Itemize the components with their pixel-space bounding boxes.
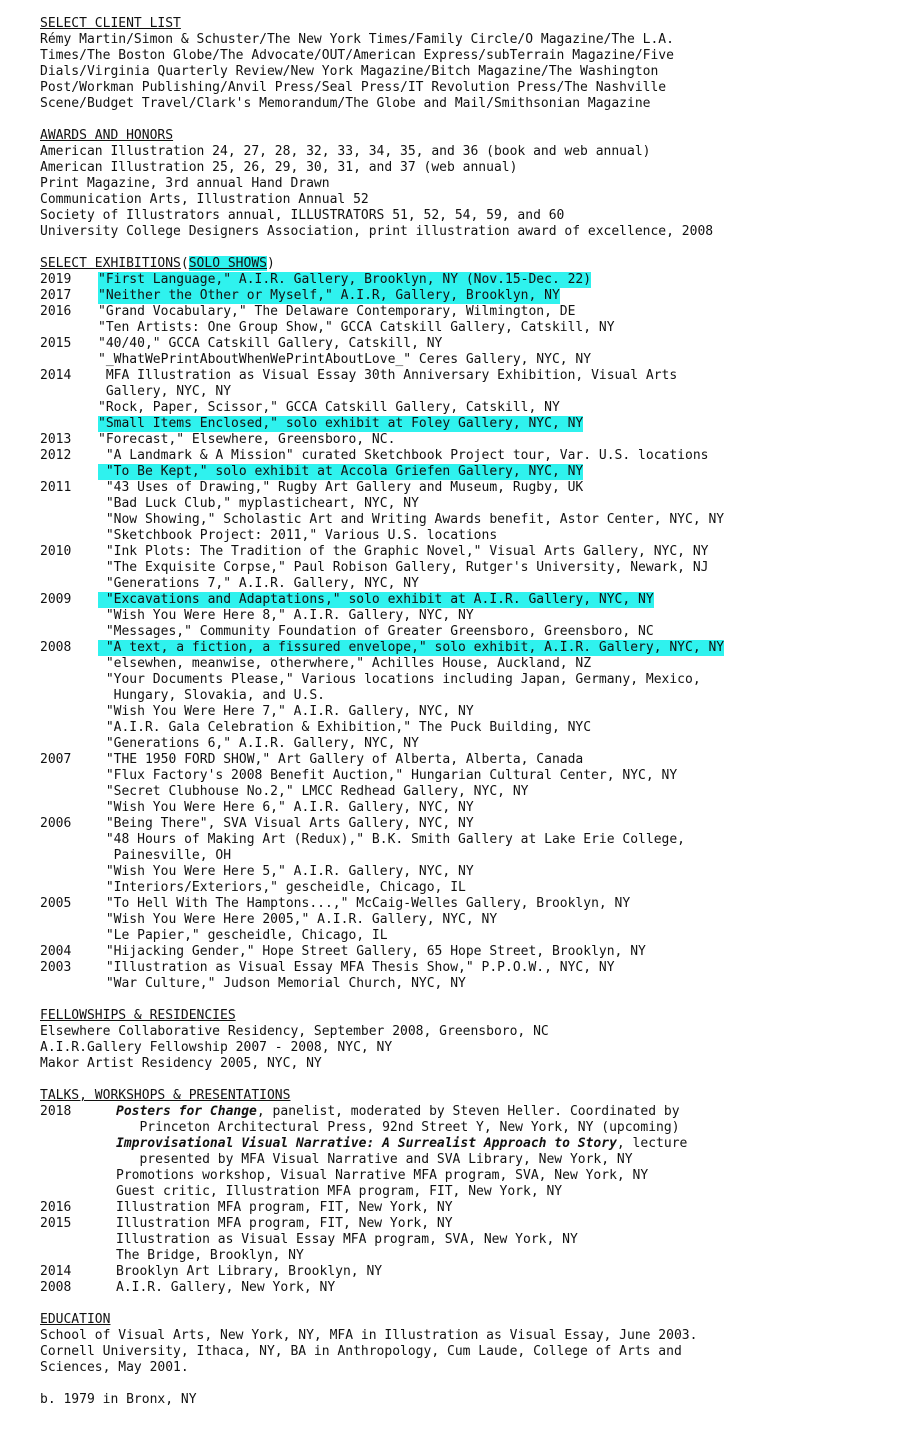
exhibition-entry: "To Hell With The Hamptons...," McCaig-Welles Gallery, Brooklyn, NY [98,896,631,911]
fellowships-line: Makor Artist Residency 2005, NYC, NY [40,1056,322,1071]
exhibition-year [40,352,98,368]
exhibition-year: 2012 [40,448,72,463]
talk-entry [116,1104,680,1120]
exhibition-entry: "Wish You Were Here 2005," A.I.R. Gallery, NYC, NY [98,912,498,927]
fellowships-line: A.I.R.Gallery Fellowship 2007 - 2008, NYC, NY [40,1040,393,1055]
exhibition-year: 2017 [40,288,72,303]
exhibition-year: 2013 [40,432,72,447]
exhibition-year [40,624,98,640]
talk-year [40,1168,116,1184]
exhibition-year [40,736,98,752]
exhibition-entry: "Illustration as Visual Essay MFA Thesis Show," P.P.O.W., NYC, NY [98,960,615,975]
exhibition-entry: "Sketchbook Project: 2011," Various U.S. locations [98,528,498,543]
exhibition-row [40,800,860,816]
exhibition-entry: "Ten Artists: One Group Show," GCCA Catskill Gallery, Catskill, NY [98,320,615,335]
exhibition-row [40,384,860,400]
talks-list [40,1104,860,1296]
exhibition-year [40,528,98,544]
exhibition-row [40,512,860,528]
exhibition-entry: "40/40," GCCA Catskill Gallery, Catskill, NY [98,336,443,351]
exhibition-year [40,928,98,944]
exhibition-row [40,544,860,560]
solo-exhibition-entry: "Neither the Other or Myself," A.I.R, Gallery, Brooklyn, NY [98,288,560,303]
exhibition-entry: "Generations 7," A.I.R. Gallery, NYC, NY [98,576,419,591]
education-line: School of Visual Arts, New York, NY, MFA in Illustration as Visual Essay, June 2003. [40,1328,698,1343]
talk-year [40,1248,116,1264]
talk-year: 2014 [40,1264,72,1279]
exhibition-year [40,784,98,800]
talk-entry [116,1232,578,1248]
exhibition-year [40,720,98,736]
exhibition-row [40,752,860,768]
exhibition-year [40,864,98,880]
exhibition-year: 2010 [40,544,72,559]
solo-exhibition-entry: "A text, a fiction, a fissured envelope," solo exhibit, A.I.R. Gallery, NYC, NY [98,640,725,655]
talk-year [40,1184,116,1200]
talk-entry [116,1248,304,1264]
talk-year [40,1232,116,1248]
exhibition-entry: "Being There", SVA Visual Arts Gallery, NYC, NY [98,816,474,831]
exhibition-row [40,320,860,336]
talk-year: 2018 [40,1104,72,1119]
talk-year: 2008 [40,1280,72,1295]
fellowships-heading: FELLOWSHIPS & RESIDENCIES [40,1008,236,1023]
exhibition-row [40,480,860,496]
exhibition-year [40,832,98,848]
exhibition-year: 2015 [40,336,72,351]
awards-heading: AWARDS AND HONORS [40,128,174,143]
exhibition-row [40,288,860,304]
talk-text: The Bridge, Brooklyn, NY [116,1248,304,1263]
exhibition-entry: "Rock, Paper, Scissor," GCCA Catskill Gallery, Catskill, NY [98,400,560,415]
exhibition-year: 2003 [40,960,72,975]
exhibition-entry: "A Landmark & A Mission" curated Sketchbook Project tour, Var. U.S. locations [98,448,709,463]
exhibition-year [40,656,98,672]
talk-title: Improvisational Visual Narrative: A Surrealist Approach to Story [116,1136,617,1151]
clients-line: Post/Workman Publishing/Anvil Press/Seal Press/IT Revolution Press/The Nashville [40,80,667,95]
awards-line: Communication Arts, Illustration Annual 52 [40,192,369,207]
education-line: Cornell University, Ithaca, NY, BA in Anthropology, Cum Laude, College of Arts and [40,1344,682,1359]
exhibition-entry: "Messages," Community Foundation of Greater Greensboro, Greensboro, NC [98,624,654,639]
exhibition-entry: "Le Papier," gescheidle, Chicago, IL [98,928,388,943]
talk-text: Princeton Architectural Press, 92nd Street Y, New York, NY (upcoming) [116,1120,680,1135]
talk-year [40,1136,116,1152]
exhibition-row [40,944,860,960]
exhibition-entry: "Your Documents Please," Various locations including Japan, Germany, Mexico, [98,672,701,687]
exhibition-entry: "Wish You Were Here 5," A.I.R. Gallery, NYC, NY [98,864,474,879]
exhibition-year: 2016 [40,304,72,319]
exhibition-row [40,656,860,672]
exhibitions-heading-line [40,256,860,272]
exhibition-row [40,704,860,720]
awards-list [40,144,860,240]
talk-year [40,1152,116,1168]
solo-exhibition-entry: "First Language," A.I.R. Gallery, Brooklyn, NY (Nov.15-Dec. 22) [98,272,592,287]
exhibition-year [40,400,98,416]
talk-entry [116,1264,382,1280]
exhibition-year: 2004 [40,944,72,959]
exhibition-entry: "War Culture," Judson Memorial Church, NYC, NY [98,976,466,991]
exhibition-row [40,816,860,832]
talk-row [40,1248,860,1264]
birth-line: b. 1979 in Bronx, NY [40,1392,197,1407]
talk-entry [116,1184,562,1200]
exhibition-year: 2008 [40,640,72,655]
exhibition-entry: "Wish You Were Here 6," A.I.R. Gallery, NYC, NY [98,800,474,815]
exhibition-row [40,432,860,448]
exhibition-row [40,928,860,944]
exhibition-year [40,688,98,704]
talk-row [40,1184,860,1200]
solo-exhibition-entry: "Small Items Enclosed," solo exhibit at Foley Gallery, NYC, NY [98,416,584,431]
talk-text: Brooklyn Art Library, Brooklyn, NY [116,1264,383,1279]
talk-text: , lecture [616,1136,688,1151]
talk-year: 2015 [40,1216,72,1231]
exhibition-entry: "Secret Clubhouse No.2," LMCC Redhead Gallery, NYC, NY [98,784,529,799]
exhibition-year [40,496,98,512]
exhibition-year [40,848,98,864]
education-list [40,1328,860,1376]
exhibition-entry: Painesville, OH [98,848,232,863]
talk-text: presented by MFA Visual Narrative and SVA Library, New York, NY [116,1152,633,1167]
talks-section [40,1088,860,1296]
exhibition-row [40,592,860,608]
talk-entry [116,1280,335,1296]
clients-line: Times/The Boston Globe/The Advocate/OUT/American Express/subTerrain Magazine/Five [40,48,674,63]
exhibition-row [40,640,860,656]
talk-row [40,1152,860,1168]
solo-exhibition-entry: "Excavations and Adaptations," solo exhibit at A.I.R. Gallery, NYC, NY [98,592,654,607]
solo-exhibition-entry: "To Be Kept," solo exhibit at Accola Griefen Gallery, NYC, NY [98,464,584,479]
talk-row [40,1136,860,1152]
exhibition-row [40,784,860,800]
exhibition-entry: "Flux Factory's 2008 Benefit Auction," Hungarian Cultural Center, NYC, NY [98,768,678,783]
exhibition-entry: "elsewhen, meanwise, otherwhere," Achilles House, Auckland, NZ [98,656,592,671]
talk-text: A.I.R. Gallery, New York, NY [116,1280,336,1295]
exhibition-entry: "Hijacking Gender," Hope Street Gallery, 65 Hope Street, Brooklyn, NY [98,944,646,959]
talk-row [40,1264,860,1280]
exhibition-entry: "The Exquisite Corpse," Paul Robison Gallery, Rutger's University, Newark, NJ [98,560,709,575]
awards-line: University College Designers Association, print illustration award of excellence, 2008 [40,224,714,239]
talk-text: Promotions workshop, Visual Narrative MFA program, SVA, New York, NY [116,1168,649,1183]
clients-list [40,32,860,112]
exhibition-row [40,896,860,912]
exhibition-entry: "48 Hours of Making Art (Redux)," B.K. Smith Gallery at Lake Erie College, [98,832,685,847]
exhibition-row [40,496,860,512]
talk-entry [116,1200,453,1216]
fellowships-section [40,1008,860,1072]
exhibition-year: 2007 [40,752,72,767]
talk-entry [116,1216,453,1232]
education-heading: EDUCATION [40,1312,111,1327]
exhibition-row [40,960,860,976]
exhibition-year: 2005 [40,896,72,911]
talks-heading: TALKS, WORKSHOPS & PRESENTATIONS [40,1088,291,1103]
exhibition-row [40,304,860,320]
exhibition-year: 2019 [40,272,72,287]
exhibition-row [40,688,860,704]
paren-close: ) [267,256,275,271]
talk-year: 2016 [40,1200,72,1215]
exhibition-row [40,272,860,288]
exhibition-row [40,416,860,432]
exhibition-entry: "Ink Plots: The Tradition of the Graphic Novel," Visual Arts Gallery, NYC, NY [98,544,709,559]
talk-entry [116,1168,648,1184]
exhibition-year [40,800,98,816]
exhibition-year [40,576,98,592]
paren-open: ( [180,256,189,271]
exhibition-entry: "Wish You Were Here 8," A.I.R. Gallery, NYC, NY [98,608,474,623]
awards-section [40,128,860,240]
clients-line: Rémy Martin/Simon & Schuster/The New York Times/Family Circle/O Magazine/The L.A. [40,32,674,47]
exhibition-year [40,464,98,480]
exhibition-row [40,608,860,624]
talk-text: , panelist, moderated by Steven Heller. Coordinated by [256,1104,680,1119]
exhibition-year [40,704,98,720]
exhibition-row [40,336,860,352]
exhibition-row [40,976,860,992]
exhibition-row [40,576,860,592]
exhibition-row [40,848,860,864]
exhibition-entry: "43 Uses of Drawing," Rugby Art Gallery and Museum, Rugby, UK [98,480,584,495]
exhibition-entry: "Grand Vocabulary," The Delaware Contemporary, Wilmington, DE [98,304,576,319]
exhibition-entry: "Wish You Were Here 7," A.I.R. Gallery, NYC, NY [98,704,474,719]
exhibition-entry: "THE 1950 FORD SHOW," Art Gallery of Alberta, Alberta, Canada [98,752,584,767]
exhibition-entry: "Bad Luck Club," myplasticheart, NYC, NY [98,496,419,511]
awards-line: Print Magazine, 3rd annual Hand Drawn [40,176,330,191]
talk-row [40,1104,860,1120]
talk-entry [116,1136,687,1152]
exhibitions-heading: SELECT EXHIBITIONS [40,256,181,271]
talk-row [40,1280,860,1296]
birth-section [40,1392,860,1408]
exhibition-year [40,320,98,336]
exhibition-entry: Gallery, NYC, NY [98,384,232,399]
exhibition-year [40,768,98,784]
talk-title: Posters for Change [116,1104,257,1119]
fellowships-line: Elsewhere Collaborative Residency, September 2008, Greensboro, NC [40,1024,549,1039]
exhibition-entry: MFA Illustration as Visual Essay 30th Anniversary Exhibition, Visual Arts [98,368,678,383]
talk-row [40,1120,860,1136]
exhibition-year [40,608,98,624]
exhibition-year: 2011 [40,480,72,495]
education-line: Sciences, May 2001. [40,1360,189,1375]
exhibition-row [40,448,860,464]
exhibition-entry: "Now Showing," Scholastic Art and Writing Awards benefit, Astor Center, NYC, NY [98,512,725,527]
exhibition-year [40,912,98,928]
exhibition-year [40,560,98,576]
exhibition-entry: Hungary, Slovakia, and U.S. [98,688,325,703]
exhibition-row [40,352,860,368]
exhibition-row [40,880,860,896]
exhibition-year [40,416,98,432]
exhibition-row [40,624,860,640]
exhibitions-section [40,256,860,992]
exhibition-year: 2006 [40,816,72,831]
clients-heading: SELECT CLIENT LIST [40,16,181,31]
awards-line: Society of Illustrators annual, ILLUSTRATORS 51, 52, 54, 59, and 60 [40,208,565,223]
exhibition-row [40,560,860,576]
exhibition-entry: "Interiors/Exteriors," gescheidle, Chicago, IL [98,880,466,895]
exhibition-row [40,464,860,480]
exhibition-year [40,976,98,992]
fellowships-list [40,1024,860,1072]
exhibition-row [40,368,860,384]
exhibition-row [40,832,860,848]
exhibition-row [40,400,860,416]
exhibition-entry: "Forecast," Elsewhere, Greensboro, NC. [98,432,396,447]
talk-row [40,1232,860,1248]
talk-text: Guest critic, Illustration MFA program, FIT, New York, NY [116,1184,563,1199]
talk-text: Illustration MFA program, FIT, New York, NY [116,1216,453,1231]
solo-shows-label: SOLO SHOWS [188,256,267,271]
education-section [40,1312,860,1376]
talk-year [40,1120,116,1136]
clients-section [40,16,860,112]
exhibitions-list [40,272,860,992]
awards-line: American Illustration 24, 27, 28, 32, 33, 34, 35, and 36 (book and web annual) [40,144,651,159]
exhibition-year [40,672,98,688]
exhibition-row [40,864,860,880]
talk-text: Illustration MFA program, FIT, New York, NY [116,1200,453,1215]
exhibition-row [40,720,860,736]
exhibition-row [40,912,860,928]
talk-row [40,1200,860,1216]
exhibition-row [40,736,860,752]
awards-line: American Illustration 25, 26, 29, 30, 31, and 37 (web annual) [40,160,518,175]
talk-entry [116,1120,680,1136]
clients-line: Dials/Virginia Quarterly Review/New York Magazine/Bitch Magazine/The Washington [40,64,659,79]
talk-entry [116,1152,633,1168]
exhibition-entry: "_WhatWePrintAboutWhenWePrintAboutLove_" Ceres Gallery, NYC, NY [98,352,592,367]
exhibition-row [40,528,860,544]
exhibition-entry: "Generations 6," A.I.R. Gallery, NYC, NY [98,736,419,751]
exhibition-row [40,768,860,784]
exhibition-year: 2009 [40,592,72,607]
exhibition-year: 2014 [40,368,72,383]
clients-line: Scene/Budget Travel/Clark's Memorandum/The Globe and Mail/Smithsonian Magazine [40,96,651,111]
exhibition-entry: "A.I.R. Gala Celebration & Exhibition," The Puck Building, NYC [98,720,592,735]
exhibition-row [40,672,860,688]
exhibition-year [40,880,98,896]
talk-text: Illustration as Visual Essay MFA program, SVA, New York, NY [116,1232,578,1247]
exhibition-year [40,512,98,528]
exhibition-year [40,384,98,400]
talk-row [40,1168,860,1184]
talk-row [40,1216,860,1232]
